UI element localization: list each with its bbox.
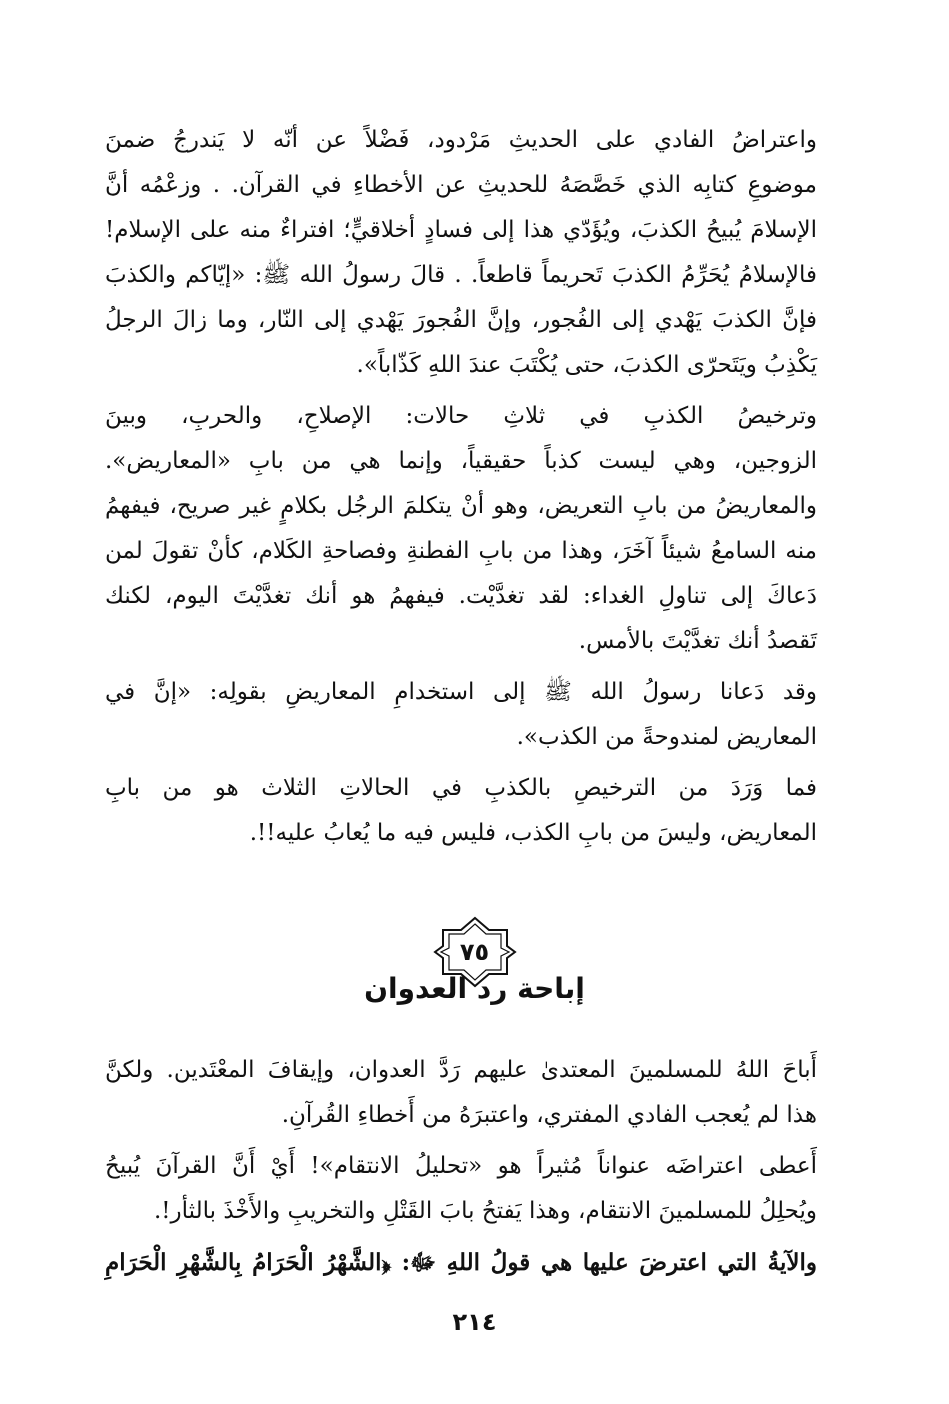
paragraph-7 [105, 1240, 845, 1285]
text-line: ويُحلِلُ للمسلمينَ الانتقام، وهذا يَفتحُ بابَ القَتْلِ والتخريبِ والأَخْذَ بالثأر!. [153, 1198, 817, 1224]
text-line: فما وَرَدَ من الترخيصِ بالكذبِ في الحالاتِ الثلاث هو من بابِ [105, 775, 817, 801]
text-line: دَعاكَ إلى تناولِ الغداء: لقد تغدَّيْت. فيفهمُ هو أنك تغدَّيْتَ اليوم، لكنك [105, 583, 817, 609]
text-line: والآيةُ التي اعترضَ عليها هي قولُ اللهِ ﷻ: ﴿الشَّهْرُ الْحَرَامُ بِالشَّهْرِ الْحَرَامِ [105, 1249, 817, 1276]
text-line: هذا لم يُعجب الفادي المفتري، واعتبرَهُ من أَخطاءِ القُرآنِ. [281, 1102, 817, 1128]
text-line: المعاريض، وليسَ من بابِ الكذب، فليس فيه ما يُعابُ عليه!!. [249, 820, 817, 846]
paragraph-4 [105, 766, 845, 856]
text-line: وترخيصُ الكذبِ في ثلاثِ حالات: الإصلاحِ، والحربِ، وبينَ [105, 403, 817, 429]
text-line: منه السامعُ شيئاً آخَرَ، وهذا من بابِ الفطنةِ وفصاحةِ الكَلام، كأنْ تقولَ لمن [105, 538, 817, 564]
text-line: وقد دَعانا رسولُ الله ﷺ إلى استخدامِ المعاريضِ بقولِه: «إنَّ في [105, 679, 817, 705]
text-line: المعاريض لمندوحةً من الكذب». [516, 724, 817, 750]
text-line: تَقصدُ أنك تغدَّيْتَ بالأمس. [578, 628, 817, 654]
text-line: موضوعِ كتابِه الذي خَصَّصَهُ للحديثِ عن الأخطاءِ في القرآن. . وزعْمُه أنَّ [105, 172, 817, 198]
section-body [105, 1048, 845, 1291]
text-line: يَكْذِبُ ويَتَحرّى الكذبَ، حتى يُكْتَبَ عندَ اللهِ كَذّاباً». [356, 352, 817, 378]
paragraph-1 [105, 118, 845, 388]
page-number: ٢١٤ [452, 1308, 497, 1336]
section-number: ٧٥ [459, 938, 490, 966]
text-line: فالإسلامُ يُحَرِّمُ الكذبَ تَحريماً قاطعاً. . قالَ رسولُ الله ﷺ: «إيّاكم والكذبَ [105, 262, 817, 288]
body-text [105, 118, 845, 862]
text-line: فإنَّ الكذبَ يَهْدي إلى الفُجور، وإنَّ الفُجورَ يَهْدي إلى النّار، وما زالَ الرجلُ [105, 307, 817, 333]
paragraph-3 [105, 670, 845, 760]
paragraph-6 [105, 1144, 845, 1234]
section-title: إباحة رد العدوان [364, 972, 585, 1005]
text-line: أَعطى اعتراضَه عنواناً مُثيراً هو «تحليلُ الانتقام»! أَيْ أَنَّ القرآنَ يُبيحُ [105, 1153, 817, 1179]
text-line: والمعاريضُ من بابِ التعريض، وهو أنْ يتكلمَ الرجُل بكلامٍ غير صريح، فيفهمُ [105, 493, 817, 519]
text-line: واعتراضُ الفادي على الحديثِ مَرْدود، فَضْلاً عن أنّه لا يَندرجُ ضمنَ [105, 127, 817, 153]
paragraph-2 [105, 394, 845, 664]
text-line: أَباحَ اللهُ للمسلمينَ المعتدىٰ عليهم رَدَّ العدوان، وإيقافَ المعْتَدين. ولكنَّ [105, 1057, 817, 1083]
paragraph-5 [105, 1048, 845, 1138]
text-line: الإسلامَ يُبيحُ الكذبَ، ويُؤَدّي هذا إلى فسادٍ أخلاقيٍّ؛ افتراءٌ منه على الإسلام! [105, 217, 817, 243]
text-line: الزوجين، وهي ليست كذباً حقيقياً، وإنما هي من بابِ «المعاريض». [105, 448, 817, 474]
